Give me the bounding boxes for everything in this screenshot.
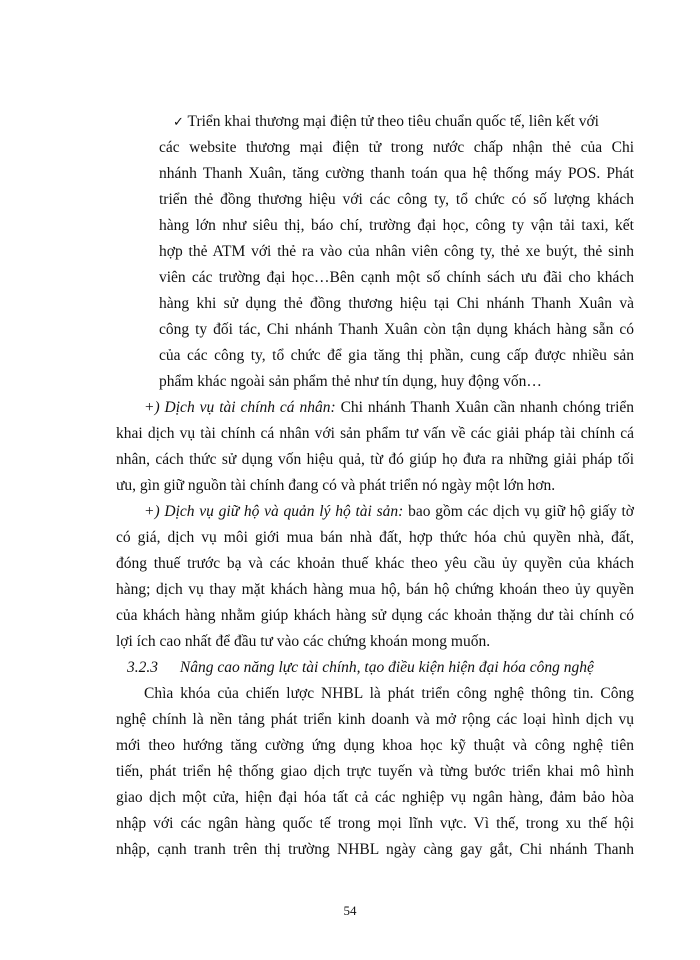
bullet-line: công ty đối tác, Chi nhánh Thanh Xuân còn tận dụng khách hàng sẵn có xyxy=(159,321,634,338)
custody-line: có giá, dịch vụ môi giới mua bán nhà đất, hợp thức hóa chủ quyền nhà, đất, xyxy=(116,529,634,546)
bullet-line: hợp thẻ ATM với thẻ ra vào của nhân viên công ty, thẻ xe buýt, thẻ sinh xyxy=(159,243,634,260)
page-number: 54 xyxy=(343,903,357,918)
bullet-line: hàng khi sử dụng thẻ đồng thương hiệu tại Chi nhánh Thanh Xuân và xyxy=(159,295,634,312)
personal-finance-line: nhân, cách thức sử dụng vốn hiệu quả, từ đó giúp họ đưa ra những giải pháp tối xyxy=(116,451,634,468)
bullet-line: các website thương mại điện tử trong nước chấp nhận thẻ của Chi xyxy=(159,139,634,156)
bullet-line: viên các trường đại học…Bên cạnh một số chính sách ưu đãi cho khách xyxy=(159,269,634,286)
custody-label: +) Dịch vụ giữ hộ và quản lý hộ tài sản: xyxy=(144,503,404,520)
bullet-line: phẩm khác ngoài sản phẩm thẻ như tín dụng, huy động vốn… xyxy=(159,373,542,390)
body-first-line: Chìa khóa của chiến lược NHBL là phát triển công nghệ thông tin. Công xyxy=(144,685,634,702)
bullet-line-1: ✓ Triển khai thương mại điện tử theo tiêu chuẩn quốc tế, liên kết với xyxy=(173,113,599,130)
custody-line: của khách hàng nhằm giúp khách hàng sử dụng các khoản thặng dư tài chính có xyxy=(116,607,634,624)
bullet-line: nhánh Thanh Xuân, tăng cường thanh toán qua hệ thống máy POS. Phát xyxy=(159,165,634,182)
custody-first-line: +) Dịch vụ giữ hộ và quản lý hộ tài sản: bao gồm các dịch vụ giữ hộ giấy tờ xyxy=(144,503,634,520)
bullet-line: triển thẻ đồng thương hiệu với các công ty, tổ chức có số lượng khách xyxy=(159,191,634,208)
personal-finance-line: khai dịch vụ tài chính cá nhân với sản phẩm tư vấn về các giải pháp tài chính cá xyxy=(116,425,634,442)
bullet-line: hàng lớn như siêu thị, báo chí, trường đại học, công ty vận tải taxi, kết xyxy=(159,217,634,234)
body-line: nhập với các ngân hàng quốc tế trong mọi lĩnh vực. Vì thế, trong xu thế hội xyxy=(116,815,634,832)
custody-line: hàng; dịch vụ thay mặt khách hàng mua hộ, bán hộ chứng khoán theo ủy quyền xyxy=(116,581,634,598)
check-icon: ✓ xyxy=(173,115,184,130)
section-heading xyxy=(127,658,594,678)
body-line: nghệ chính là nền tảng phát triển kinh doanh và mở rộng các loại hình dịch vụ xyxy=(116,711,634,728)
body-line: mới theo hướng tăng cường ứng dụng khoa học kỹ thuật và công nghệ tiên xyxy=(116,737,634,754)
body-line: nhập, cạnh tranh trên thị trường NHBL ngày càng gay gắt, Chi nhánh Thanh xyxy=(116,841,634,858)
personal-finance-first-line: +) Dịch vụ tài chính cá nhân: Chi nhánh Thanh Xuân cần nhanh chóng triển xyxy=(144,399,635,416)
body-line: tiến, phát triển hệ thống giao dịch trực tuyến và từng bước triển khai mô hình xyxy=(116,763,634,780)
personal-finance-label: +) Dịch vụ tài chính cá nhân: xyxy=(144,399,336,416)
custody-line: lợi ích cao nhất để đầu tư vào các chứng khoán mong muốn. xyxy=(116,633,491,650)
bullet-line: của các công ty, tổ chức để gia tăng thị phần, cung cấp được nhiều sản xyxy=(159,347,634,364)
personal-finance-line: ưu, gìn giữ nguồn tài chính đang có và phát triển nó ngày một lớn hơn. xyxy=(116,477,556,494)
body-line: giao dịch một cửa, hiện đại hóa tất cả các nghiệp vụ ngân hàng, đảm bảo hòa xyxy=(116,789,634,806)
section-title: Nâng cao năng lực tài chính, tạo điều kiện hiện đại hóa công nghệ xyxy=(179,659,594,676)
custody-line: đóng thuế trước bạ và các khoản thuế khác theo yêu cầu ủy quyền của khách xyxy=(116,555,634,572)
section-number: 3.2.3 xyxy=(127,659,158,676)
